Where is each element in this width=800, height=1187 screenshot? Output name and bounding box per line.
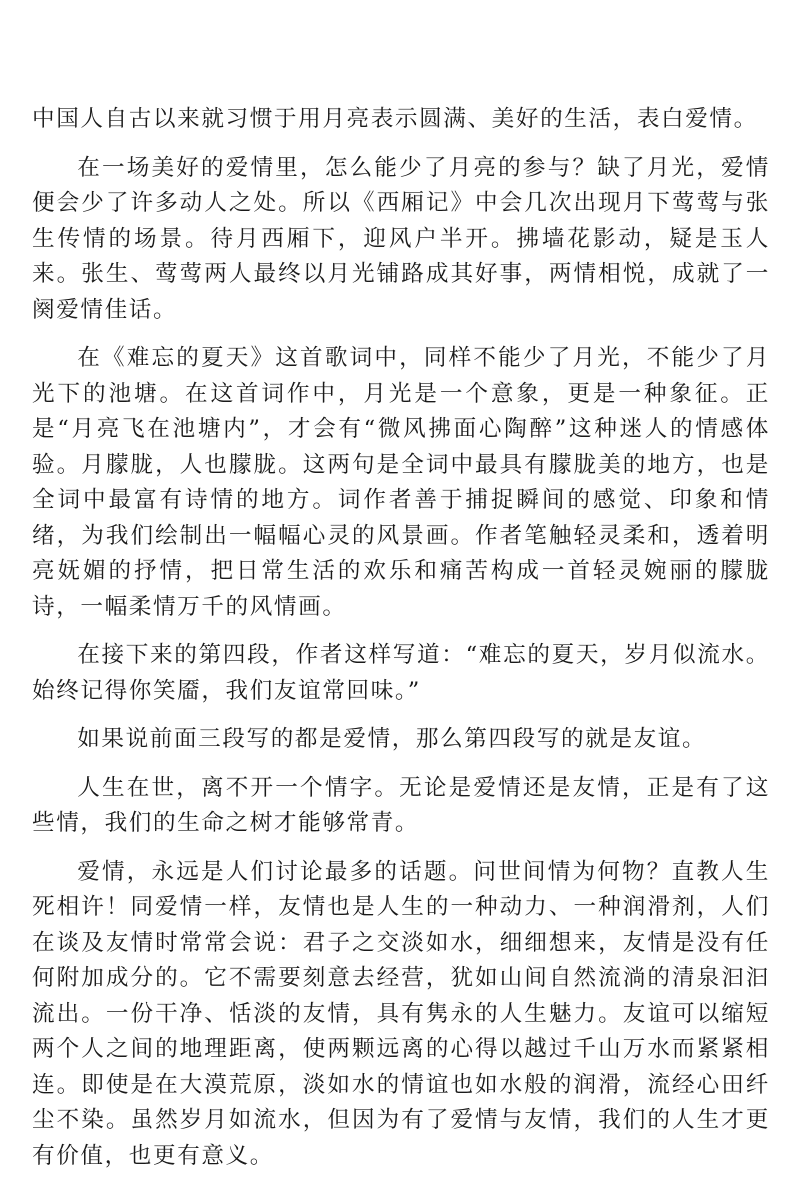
paragraph-2: 在一场美好的爱情里，怎么能少了月亮的参与？缺了月光，爱情便会少了许多动人之处。所以《西厢记》中会几次出现月下莺莺与张生传情的场景。待月西厢下，迎风户半开。拂墙花影动，疑是玉人来。张生、莺莺两人最终以月光铺路成其好事，两情相悦，成就了一阕爱情佳话。 [32,154,770,323]
paragraph-4: 在接下来的第四段，作者这样写道：“难忘的夏天，岁月似流水。始终记得你笑靥，我们友谊常回味。” [32,642,770,704]
paragraph-1: 中国人自古以来就习惯于用月亮表示圆满、美好的生活，表白爱情。 [32,106,758,132]
paragraph-7: 爱情，永远是人们讨论最多的话题。问世间情为何物？直教人生死相许！同爱情一样，友情也是人生的一种动力、一种润滑剂，人们在谈及友情时常常会说：君子之交淡如水，细细想来，友情是没有任何附加成分的。它不需要刻意去经营，犹如山间自然流淌的清泉汩汩流出。一份干净、恬淡的友情，具有隽永的人生魅力。友谊可以缩短两个人之间的地理距离，使两颗远离的心得以越过千山万水而紧紧相连。即使是在大漠荒原，淡如水的情谊也如水般的润滑，流经心田纤尘不染。虽然岁月如流水，但因为有了爱情与友情，我们的人生才更有价值，也更有意义。 [32,858,770,1169]
paragraph-6: 人生在世，离不开一个情字。无论是爱情还是友情，正是有了这些情，我们的生命之树才能够常青。 [32,774,770,836]
paragraph-5: 如果说前面三段写的都是爱情，那么第四段写的就是友谊。 [77,726,707,752]
paragraph-3: 在《难忘的夏天》这首歌词中，同样不能少了月光，不能少了月光下的池塘。在这首词作中，月光是一个意象，更是一种象征。正是“月亮飞在池塘内”，才会有“微风拂面心陶醉”这种迷人的情感体验。月朦胧，人也朦胧。这两句是全词中最具有朦胧美的地方，也是全词中最富有诗情的地方。词作者善于捕捉瞬间的感觉、印象和情绪，为我们绘制出一幅幅心灵的风景画。作者笔触轻灵柔和，透着明亮妩媚的抒情，把日常生活的欢乐和痛苦构成一首轻灵婉丽的朦胧诗，一幅柔情万千的风情画。 [32,345,770,620]
document-body [32,102,770,1187]
